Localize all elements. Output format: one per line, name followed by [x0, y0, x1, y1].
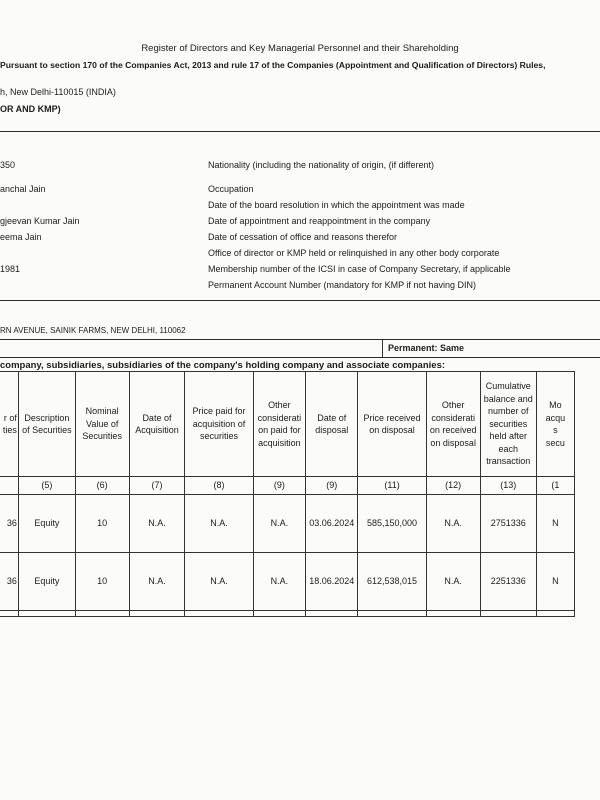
divider-holdings: [0, 357, 600, 358]
table-cell: 36: [0, 553, 18, 611]
permanent-address: Permanent: Same: [388, 343, 465, 353]
divider-top: [0, 131, 600, 132]
particular-label: Office of director or KMP held or relinquished in any other body corporate: [208, 248, 500, 258]
table-cell: N.A.: [253, 553, 305, 611]
column-number: (9): [253, 477, 305, 495]
header-cell: Mo acqu s secu: [536, 372, 574, 477]
particular-label: Date of cessation of office and reasons therefor: [208, 232, 397, 242]
table-cell: [129, 611, 185, 617]
table-cell: [536, 611, 574, 617]
table-row: [0, 553, 575, 611]
header-cell: Other considerati on received on disposal: [426, 372, 480, 477]
table-cell: 2751336: [480, 495, 536, 553]
header-cell: Date of Acquisition: [129, 372, 185, 477]
header-cell: Price received on disposal: [358, 372, 426, 477]
table-cell: [358, 611, 426, 617]
table-cell: 585,150,000: [358, 495, 426, 553]
table-row: [0, 495, 575, 553]
table-cell: N.A.: [426, 495, 480, 553]
header-cell: Nominal Value of Securities: [75, 372, 129, 477]
register-subtitle: Pursuant to section 170 of the Companies Act, 2013 and rule 17 of the Companies (Appointment and Qualification of Directors) Rules,: [0, 60, 546, 70]
particular-left-value: anchal Jain: [0, 184, 46, 194]
particular-label: Date of appointment and reappointment in the company: [208, 216, 431, 226]
particular-left-value: eema Jain: [0, 232, 42, 242]
securities-table: [0, 371, 575, 617]
present-address: RN AVENUE, SAINIK FARMS, NEW DELHI, 110062: [0, 326, 186, 335]
column-number-row: [0, 477, 575, 495]
table-cell: 03.06.2024: [305, 495, 357, 553]
table-cell: [0, 611, 18, 617]
column-number: (1: [536, 477, 574, 495]
column-number: (7): [129, 477, 185, 495]
divider-address: [0, 339, 600, 340]
divider-middle: [0, 300, 600, 301]
table-cell: 2251336: [480, 553, 536, 611]
address-separator: [382, 339, 383, 357]
company-address: h, New Delhi-110015 (INDIA): [0, 87, 116, 97]
column-number: (9): [305, 477, 357, 495]
table-cell: 10: [75, 495, 129, 553]
table-cell: 10: [75, 553, 129, 611]
table-cell: [253, 611, 305, 617]
particular-left-value: 350: [0, 160, 16, 170]
table-cell: [75, 611, 129, 617]
table-header-row: [0, 372, 575, 477]
particular-left-value: gjeevan Kumar Jain: [0, 216, 80, 226]
column-number: (13): [480, 477, 536, 495]
column-number: (5): [18, 477, 75, 495]
table-cell: N: [536, 553, 574, 611]
column-number: [0, 477, 18, 495]
particular-label: Date of the board resolution in which the appointment was made: [208, 200, 465, 210]
table-cell: Equity: [18, 495, 75, 553]
table-cell: 18.06.2024: [305, 553, 357, 611]
register-title: Register of Directors and Key Managerial Personnel and their Shareholding: [141, 43, 459, 54]
table-cell: [426, 611, 480, 617]
table-cell: N: [536, 495, 574, 553]
table-cell: N.A.: [129, 495, 185, 553]
particular-left-value: 1981: [0, 264, 21, 274]
table-cell: N.A.: [426, 553, 480, 611]
header-cell: Price paid for acquisition of securities: [185, 372, 253, 477]
table-row-tail: [0, 611, 575, 617]
particular-label: Membership number of the ICSI in case of Company Secretary, if applicable: [208, 264, 511, 274]
header-cell: Other considerati on paid for acquisition: [253, 372, 305, 477]
table-cell: [18, 611, 75, 617]
particular-label: Occupation: [208, 184, 254, 194]
table-cell: N.A.: [129, 553, 185, 611]
table-cell: [305, 611, 357, 617]
header-cell: Cumulative balance and number of securities held after each transaction: [480, 372, 536, 477]
table-cell: 612,538,015: [358, 553, 426, 611]
table-cell: [480, 611, 536, 617]
column-number: (11): [358, 477, 426, 495]
table-cell: N.A.: [185, 553, 253, 611]
header-cell: Date of disposal: [305, 372, 357, 477]
column-number: (6): [75, 477, 129, 495]
header-cell: r of ties: [0, 372, 18, 477]
column-number: (12): [426, 477, 480, 495]
header-cell: Description of Securities: [18, 372, 75, 477]
table-cell: N.A.: [185, 495, 253, 553]
table-cell: 36: [0, 495, 18, 553]
particular-label: Nationality (including the nationality of origin, (if different): [208, 160, 434, 170]
table-cell: Equity: [18, 553, 75, 611]
column-number: (8): [185, 477, 253, 495]
particular-label: Permanent Account Number (mandatory for KMP if not having DIN): [208, 280, 476, 290]
table-cell: [185, 611, 253, 617]
table-cell: N.A.: [253, 495, 305, 553]
register-category: OR AND KMP): [0, 104, 61, 114]
holdings-heading: company, subsidiaries, subsidiaries of the company's holding company and associate companies:: [0, 360, 446, 371]
